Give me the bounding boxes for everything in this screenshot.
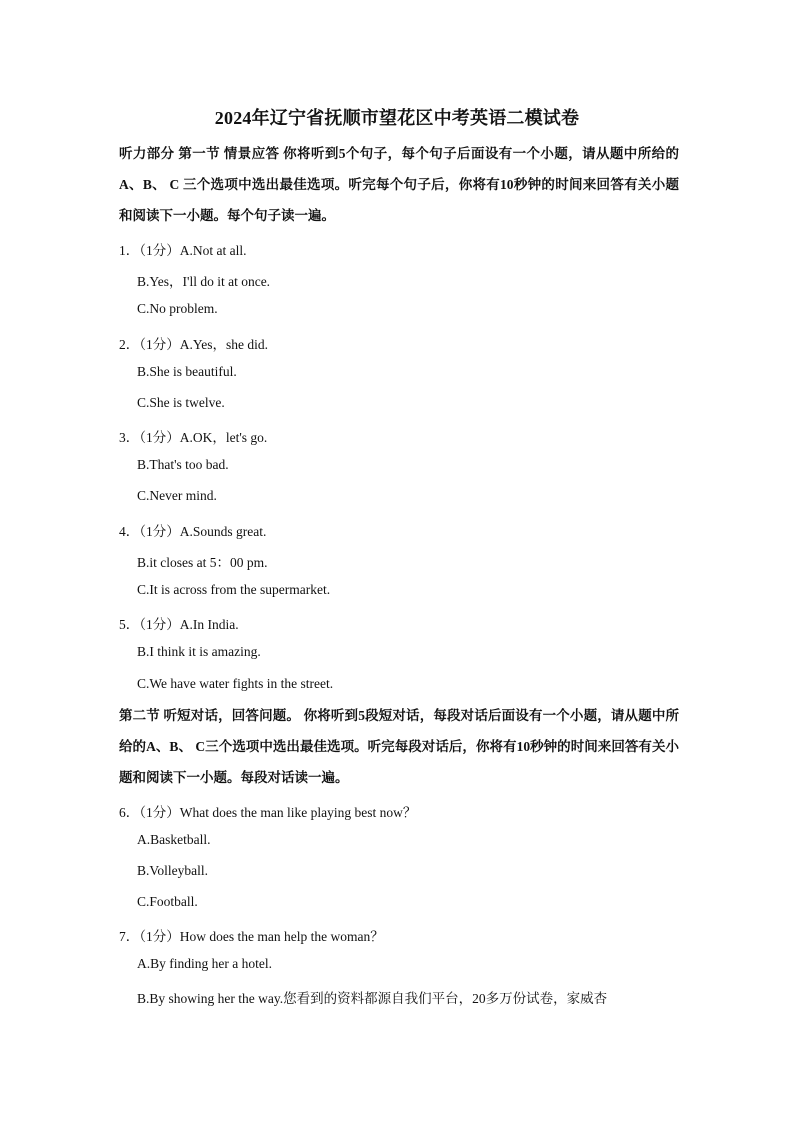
question-2-stem: 2．（1分）A.Yes，she did. [119, 337, 269, 352]
question-5-option-c: C.We have water fights in the street. [137, 676, 334, 691]
question-1-option-b: B.Yes，I'll do it at once. [137, 274, 271, 289]
question-5-stem: 5．（1分）A.In India. [119, 617, 239, 632]
question-6-option-c: C.Football. [137, 894, 198, 909]
question-2-option-b: B.She is beautiful. [137, 364, 237, 379]
question-3-stem: 3．（1分）A.OK，let's go. [119, 430, 268, 445]
section1-intro: 听力部分 第一节 情景应答 你将听到5个句子，每个句子后面设有一个小题，请从题中所给的A、B、 C 三个选项中选出最佳选项。听完每个句子后，你将有10秒钟的时间来回答有关小题和阅读下一小题。每个句子读一遍。 [119, 146, 679, 223]
question-5-option-b: B.I think it is amazing. [137, 644, 261, 659]
question-4-option-c: C.It is across from the supermarket. [137, 582, 331, 597]
question-7-option-b: B.By showing her the way.您看到的资料都源自我们平台，20多万份试卷，家威杏 [137, 991, 608, 1006]
question-6-stem: 6．（1分）What does the man like playing best now？ [119, 805, 417, 820]
exam-title: 2024年辽宁省抚顺市望花区中考英语二模试卷 [214, 108, 580, 128]
question-4-stem: 4．（1分）A.Sounds great. [119, 524, 267, 539]
question-4-option-b: B.it closes at 5：00 pm. [137, 555, 268, 570]
question-1-option-c: C.No problem. [137, 301, 218, 316]
question-7-option-a: A.By finding her a hotel. [137, 956, 272, 971]
question-7-stem: 7．（1分）How does the man help the woman？ [119, 929, 384, 944]
question-6-option-b: B.Volleyball. [137, 863, 209, 878]
question-2-option-c: C.She is twelve. [137, 395, 225, 410]
question-3-option-b: B.That's too bad. [137, 457, 229, 472]
question-3-option-c: C.Never mind. [137, 488, 217, 503]
question-6-option-a: A.Basketball. [137, 832, 211, 847]
question-1-stem: 1．（1分）A.Not at all. [119, 243, 247, 258]
section2-intro: 第二节 听短对话，回答问题。 你将听到5段短对话，每段对话后面设有一个小题，请从题中所给的A、B、 C三个选项中选出最佳选项。听完每段对话后，你将有10秒钟的时间来回答有关小题和阅读下一小题。每段对话读一遍。 [119, 708, 679, 785]
